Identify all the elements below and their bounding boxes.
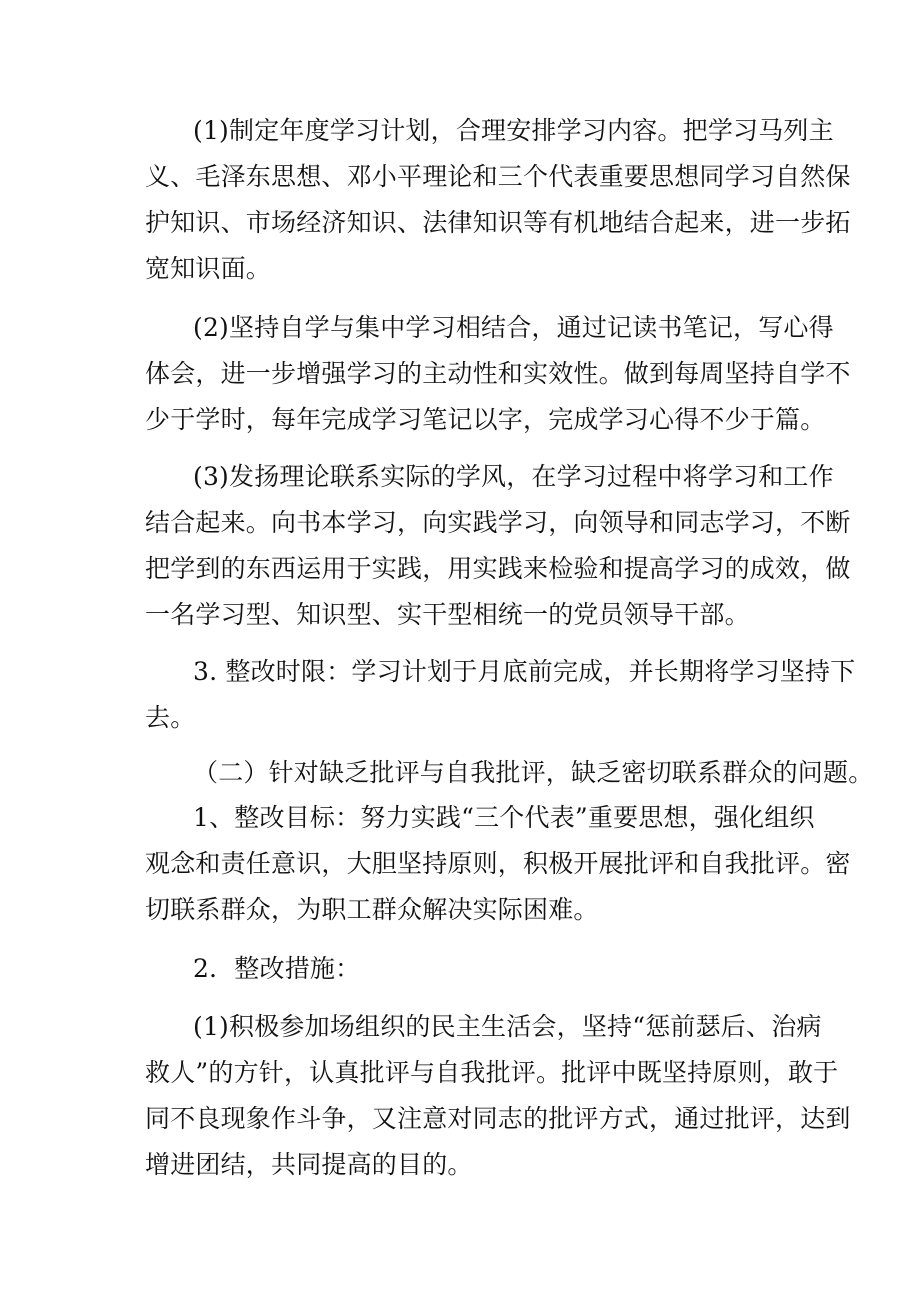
paragraph-1-line-2: 义、毛泽东思想、邓小平理论和三个代表重要思想同学习自然保 (145, 162, 851, 191)
paragraph-2-line-3: 少于学时，每年完成学习笔记以字，完成学习心得不少于篇。 (145, 405, 826, 434)
paragraph-4-line-2: 去。 (145, 703, 196, 732)
section-heading: （二）针对缺乏批评与自我批评，缺乏密切联系群众的问题。 (193, 758, 874, 787)
paragraph-6-line-2: 救人”的方针，认真批评与自我批评。批评中既坚持原则，敢于 (145, 1058, 839, 1087)
paragraph-5-line-1: 1、整改目标：努力实践“三个代表”重要思想，强化组织 (193, 803, 815, 832)
paragraph-6-line-3: 同不良现象作斗争，又注意对同志的批评方式，通过批评，达到 (145, 1104, 851, 1133)
paragraph-5-line-2: 观念和责任意识，大胆坚持原则，积极开展批评和自我批评。密 (145, 849, 851, 878)
paragraph-4-line-1: 3. 整改时限：学习计划于月底前完成，并长期将学习坚持下 (193, 657, 856, 686)
paragraph-3-line-4: 一名学习型、知识型、实干型相统一的党员领导干部。 (145, 600, 750, 629)
paragraph-5-line-3: 切联系群众，为职工群众解决实际困难。 (145, 895, 599, 924)
paragraph-6-line-1: (1)积极参加场组织的民主生活会，坚持“惩前瑟后、治病 (193, 1012, 822, 1041)
paragraph-6-line-4: 增进团结，共同提高的目的。 (145, 1150, 473, 1179)
paragraph-2-line-1: (2)坚持自学与集中学习相结合，通过记读书笔记，写心得 (193, 313, 834, 342)
paragraph-1-line-1: (1)制定年度学习计划，合理安排学习内容。把学习马列主 (193, 116, 834, 145)
paragraph-3-line-3: 把学到的东西运用于实践，用实践来检验和提高学习的成效，做 (145, 554, 851, 583)
paragraph-2-line-2: 体会，进一步增强学习的主动性和实效性。做到每周坚持自学不 (145, 359, 851, 388)
paragraph-3-line-2: 结合起来。向书本学习，向实践学习，向领导和同志学习，不断 (145, 508, 851, 537)
paragraph-1-line-4: 宽知识面。 (145, 254, 272, 283)
paragraph-3-line-1: (3)发扬理论联系实际的学风，在学习过程中将学习和工作 (193, 462, 834, 491)
subheading-measures: 2．整改措施： (193, 954, 361, 983)
paragraph-1-line-3: 护知识、市场经济知识、法律知识等有机地结合起来，进一步拓 (145, 208, 851, 237)
